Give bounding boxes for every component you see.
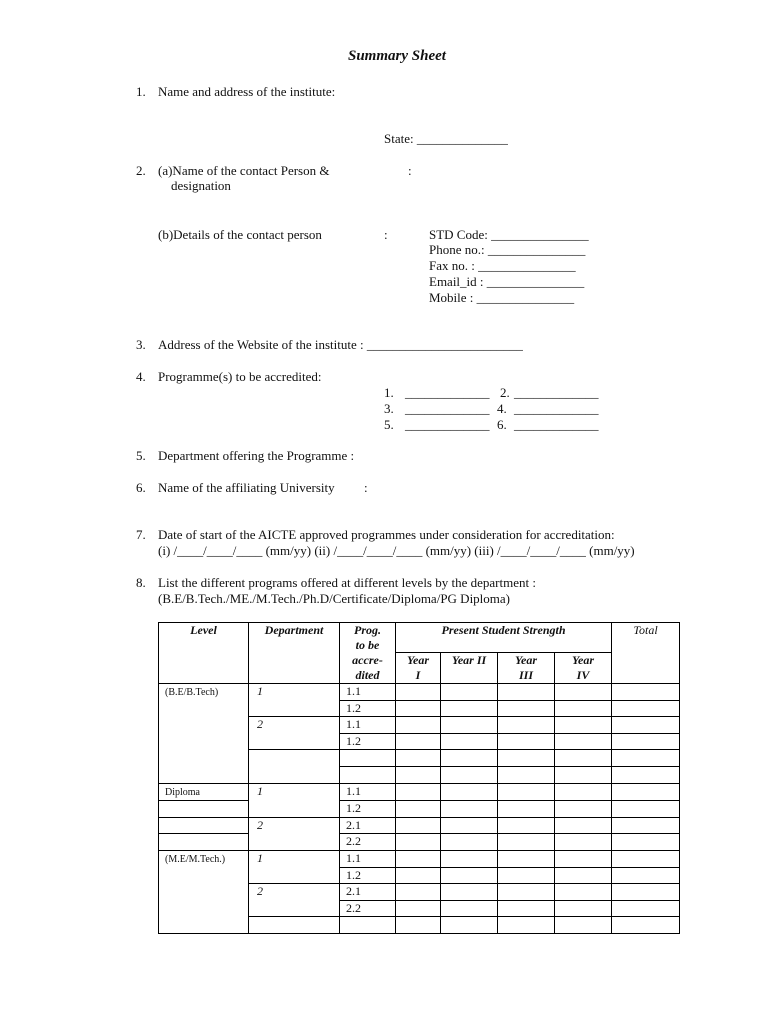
department-cell: 1 xyxy=(249,850,340,883)
contact-name-label: (a)Name of the contact Person & xyxy=(158,163,330,178)
prog-cell: 1.1 xyxy=(340,783,396,801)
programmes-label: Programme(s) to be accredited: xyxy=(158,369,322,384)
header-year-1-b: I xyxy=(415,668,421,682)
header-year-1 xyxy=(396,653,441,684)
contact-details-label: (b)Details of the contact person xyxy=(158,227,322,242)
programme-6-blank: _____________ xyxy=(514,417,599,432)
programs-list-sub: (B.E/B.Tech./ME./M.Tech./Ph.D/Certificate/Diploma/PG Diploma) xyxy=(158,591,511,606)
designation-label: designation xyxy=(171,178,231,193)
email-field: Email_id : _______________ xyxy=(429,274,585,289)
department-cell-empty xyxy=(249,750,340,783)
programme-4-blank: _____________ xyxy=(514,401,599,416)
aicte-start-label: Date of start of the AICTE approved programmes under consideration for accreditation: xyxy=(158,527,615,542)
header-year-4-b: IV xyxy=(576,668,590,682)
prog-cell: 1.1 xyxy=(340,850,396,867)
mobile-field: Mobile : _______________ xyxy=(429,290,575,305)
programme-1-blank: _____________ xyxy=(405,385,490,400)
header-level: Level xyxy=(159,623,249,684)
table-row xyxy=(159,850,680,867)
university-colon: : xyxy=(364,480,368,495)
item-6-number: 6. xyxy=(136,480,146,495)
programme-6-number: 6. xyxy=(497,417,507,432)
header-prog-l4: dited xyxy=(355,668,380,682)
prog-cell: 1.2 xyxy=(340,733,396,750)
contact-name-colon: : xyxy=(408,163,412,178)
department-cell: 1 xyxy=(249,684,340,717)
programme-3-blank: _____________ xyxy=(405,401,490,416)
header-year-3 xyxy=(498,653,555,684)
header-department: Department xyxy=(249,623,340,684)
item-4-number: 4. xyxy=(136,369,146,384)
department-cell: 2 xyxy=(249,817,340,850)
department-cell: 2 xyxy=(249,717,340,750)
student-strength-table xyxy=(158,622,680,934)
header-year-1-a: Year xyxy=(407,653,429,667)
fax-field: Fax no. : _______________ xyxy=(429,258,576,273)
programme-1-number: 1. xyxy=(384,385,394,400)
programs-list-label: List the different programs offered at different levels by the department : xyxy=(158,575,536,590)
header-present-strength: Present Student Strength xyxy=(396,623,612,653)
programme-3-number: 3. xyxy=(384,401,394,416)
prog-cell: 1.2 xyxy=(340,867,396,884)
item-1-label: Name and address of the institute: xyxy=(158,84,336,99)
level-cell: Diploma xyxy=(159,783,249,801)
header-year-4-a: Year xyxy=(572,653,595,667)
table-row xyxy=(159,834,680,851)
header-year-3-a: Year xyxy=(515,653,537,667)
prog-cell: 1.2 xyxy=(340,801,396,818)
item-8-number: 8. xyxy=(136,575,146,590)
header-year-2: Year II xyxy=(441,653,498,684)
programme-5-number: 5. xyxy=(384,417,394,432)
phone-field: Phone no.: _______________ xyxy=(429,242,586,257)
item-1-number: 1. xyxy=(136,84,146,99)
prog-cell: 1.1 xyxy=(340,717,396,734)
item-2-number: 2. xyxy=(136,163,146,178)
prog-cell: 2.2 xyxy=(340,834,396,851)
aicte-start-dates: (i) /____/____/____ (mm/yy) (ii) /____/____/____ (mm/yy) (iii) /____/____/____ (mm/yy) xyxy=(158,543,635,558)
header-prog-l2: to be xyxy=(355,638,380,652)
page-title: Summary Sheet xyxy=(348,48,446,64)
prog-cell: 1.1 xyxy=(340,684,396,701)
prog-cell: 2.2 xyxy=(340,900,396,917)
department-label: Department offering the Programme : xyxy=(158,448,355,463)
prog-cell: 1.2 xyxy=(340,700,396,717)
department-cell: 2 xyxy=(249,884,340,917)
level-cell: (B.E/B.Tech) xyxy=(159,684,249,784)
item-7-number: 7. xyxy=(136,527,146,542)
programme-5-blank: _____________ xyxy=(405,417,490,432)
header-year-3-b: III xyxy=(518,668,533,682)
header-prog xyxy=(340,623,396,684)
programme-4-number: 4. xyxy=(497,401,507,416)
header-prog-l3: accre- xyxy=(352,653,383,667)
std-code-field: STD Code: _______________ xyxy=(429,227,589,242)
programme-2-number: 2. xyxy=(500,385,510,400)
table-row xyxy=(159,684,680,701)
header-year-4 xyxy=(555,653,612,684)
university-label: Name of the affiliating University xyxy=(158,480,335,495)
programme-2-blank: _____________ xyxy=(514,385,599,400)
department-cell: 1 xyxy=(249,783,340,817)
level-cell: (M.E/M.Tech.) xyxy=(159,850,249,933)
prog-cell: 2.1 xyxy=(340,884,396,901)
contact-details-colon: : xyxy=(384,227,388,242)
prog-cell: 2.1 xyxy=(340,817,396,834)
table-row xyxy=(159,817,680,834)
header-prog-l1: Prog. xyxy=(354,623,381,637)
state-field: State: ______________ xyxy=(384,131,508,146)
website-label: Address of the Website of the institute : ________________________ xyxy=(158,337,523,352)
item-3-number: 3. xyxy=(136,337,146,352)
table-row xyxy=(159,801,680,818)
header-total: Total xyxy=(612,623,680,684)
item-5-number: 5. xyxy=(136,448,146,463)
table-row xyxy=(159,783,680,801)
